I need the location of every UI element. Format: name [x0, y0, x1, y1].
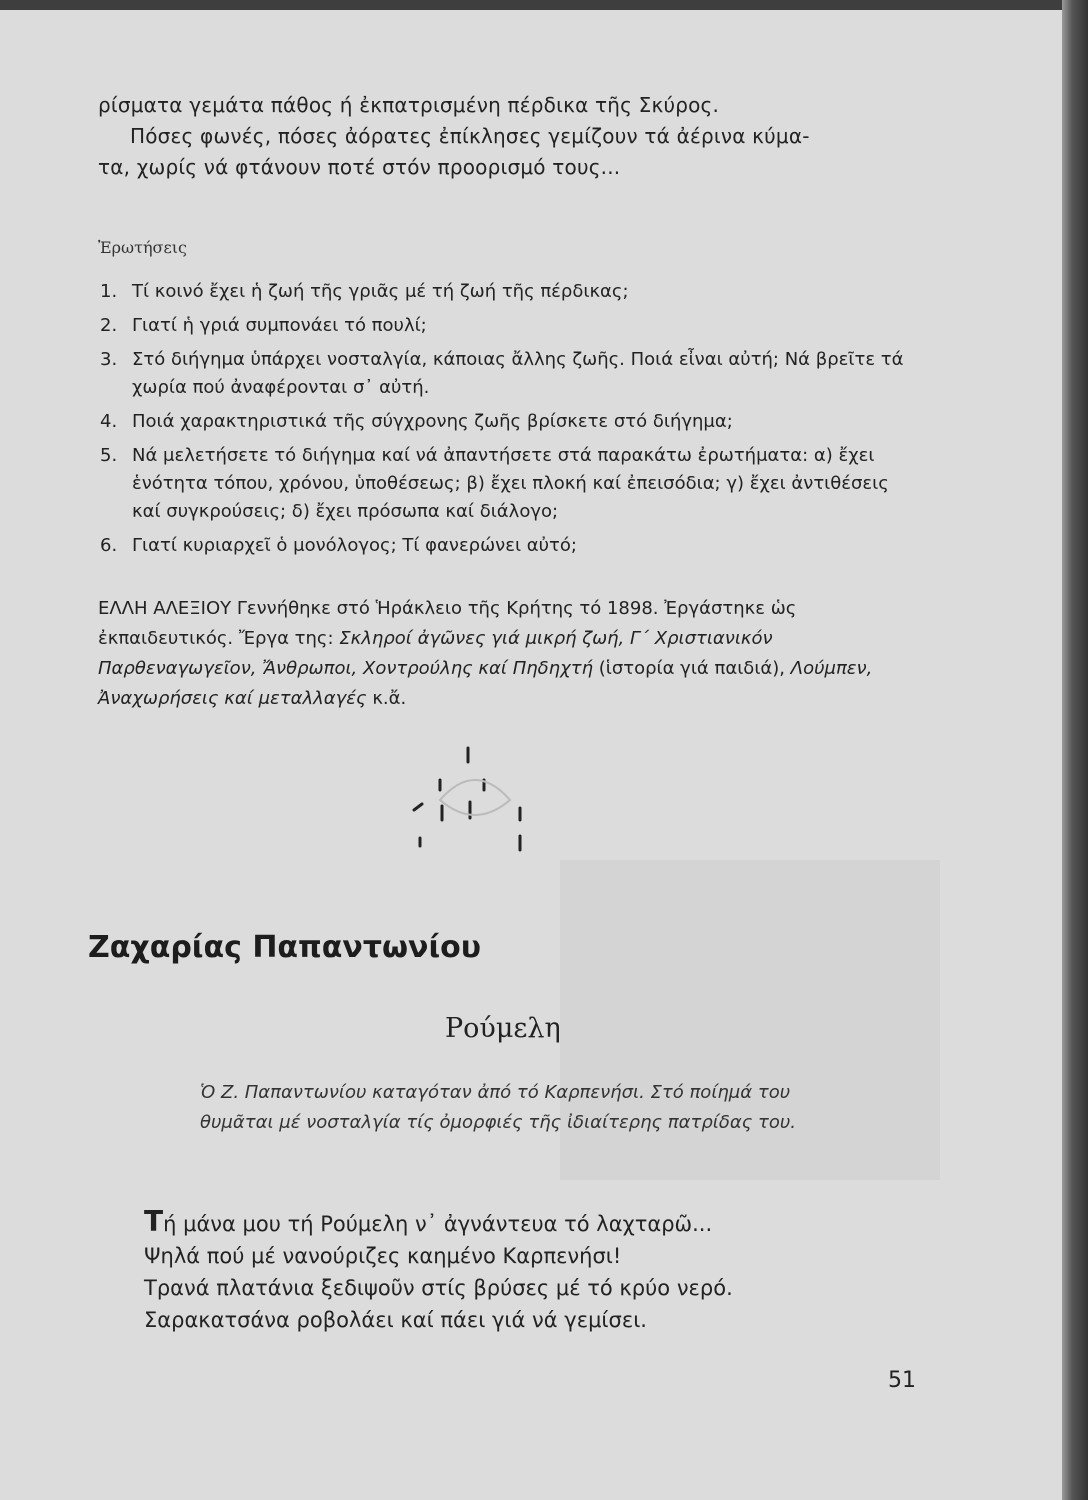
page-edge	[1062, 0, 1088, 1500]
question-item	[98, 532, 920, 560]
question-item	[98, 408, 920, 436]
opening-line-3: τα, χωρίς νά φτάνουν ποτέ στόν προορισμό τους...	[98, 155, 621, 179]
question-item	[98, 312, 920, 340]
question-text: Ποιά χαρακτηριστικά τῆς σύγχρονης ζωῆς βρίσκετε στό διήγημα;	[132, 411, 733, 432]
bio-text-2: (ἱστορία γιά παιδιά),	[592, 658, 791, 679]
bio-text-3: κ.ἄ.	[366, 688, 407, 709]
poem-line: Ψηλά πού μέ νανούριζες καημένο Καρπενήσι!	[144, 1244, 622, 1268]
ornament-icon	[400, 740, 550, 860]
question-number: 5.	[100, 445, 118, 466]
opening-line-1: ρίσματα γεμάτα πάθος ή ἐκπατρισμένη πέρδικα τῆς Σκύρος.	[98, 93, 720, 117]
author-bio	[98, 594, 920, 714]
bio-works-2: Λούμπεν, Ἀναχωρήσεις καί μεταλλαγές	[98, 658, 873, 709]
intro-line-1: Ὁ Ζ. Παπαντωνίου καταγόταν ἀπό τό Καρπενήσι. Στό ποίημά του	[200, 1082, 791, 1103]
questions-heading: Ἐρωτήσεις	[98, 238, 187, 257]
poem-body	[144, 1206, 904, 1336]
question-number: 4.	[100, 411, 118, 432]
poem-intro	[200, 1078, 920, 1138]
author-name: Ζαχαρίας Παπαντωνίου	[88, 930, 482, 965]
page-number: 51	[888, 1368, 916, 1393]
question-item	[98, 278, 920, 306]
poem-title: Ρούμελη	[445, 1013, 561, 1044]
book-page	[0, 10, 1062, 1500]
question-text: Νά μελετήσετε τό διήγημα καί νά ἀπαντήσετε στά παρακάτω ἐρωτήματα: α) ἔχει ἑνότητα τόπου, χρόνου, ὑποθέσεως; β) ἔχει πλοκή καί ἐπεισόδια; γ) ἔχει ἀντιθέσεις καί συγκρούσεις; δ) ἔχει πρόσωπα καί διάλογο;	[132, 445, 889, 522]
question-item	[98, 442, 920, 526]
poem-line: Τή μάνα μου τή Ρούμελη ν᾽ ἀγνάντευα τό λαχταρῶ...	[144, 1205, 713, 1238]
question-text: Γιατί ἡ γριά συμπονάει τό πουλί;	[132, 315, 427, 336]
question-number: 6.	[100, 535, 118, 556]
intro-line-2: θυμᾶται μέ νοσταλγία τίς ὀμορφιές τῆς ἰδιαίτερης πατρίδας του.	[200, 1112, 796, 1133]
question-number: 2.	[100, 315, 118, 336]
question-text: Στό διήγημα ὑπάρχει νοσταλγία, κάποιας ἄλλης ζωῆς. Ποιά εἶναι αὐτή; Νά βρεῖτε τά χωρία πού ἀναφέρονται σ᾽ αὐτή.	[132, 349, 904, 398]
bio-name: ΕΛΛΗ ΑΛΕΞΙΟΥ	[98, 598, 232, 619]
question-number: 1.	[100, 281, 118, 302]
question-number: 3.	[100, 349, 118, 370]
opening-paragraph	[98, 90, 918, 183]
question-text: Γιατί κυριαρχεῖ ὁ μονόλογος; Τί φανερώνει αὐτό;	[132, 535, 577, 556]
bio-works-1: Σκληροί ἀγῶνες γιά μικρή ζωή, Γ΄ Χριστιανικόν Παρθεναγωγεῖον, Ἄνθρωποι, Χοντρούλης καί Πηδηχτή	[98, 628, 773, 679]
bio-text-1: Γεννήθηκε στό Ἡράκλειο τῆς Κρήτης τό 1898. Ἐργάστηκε ὡς ἐκπαιδευτικός. Ἔργα της:	[98, 598, 797, 649]
question-text: Τί κοινό ἔχει ἡ ζωή τῆς γριᾶς μέ τή ζωή τῆς πέρδικας;	[132, 281, 629, 302]
opening-line-2: Πόσες φωνές, πόσες ἀόρατες ἐπίκλησες γεμίζουν τά ἀέρινα κύμα-	[130, 124, 810, 148]
poem-line: Σαρακατσάνα ροβολάει καί πάει γιά νά γεμίσει.	[144, 1308, 647, 1332]
questions-list	[98, 278, 920, 566]
question-item	[98, 346, 920, 402]
poem-line: Τρανά πλατάνια ξεδιψοῦν στίς βρύσες μέ τό κρύο νερό.	[144, 1276, 733, 1300]
